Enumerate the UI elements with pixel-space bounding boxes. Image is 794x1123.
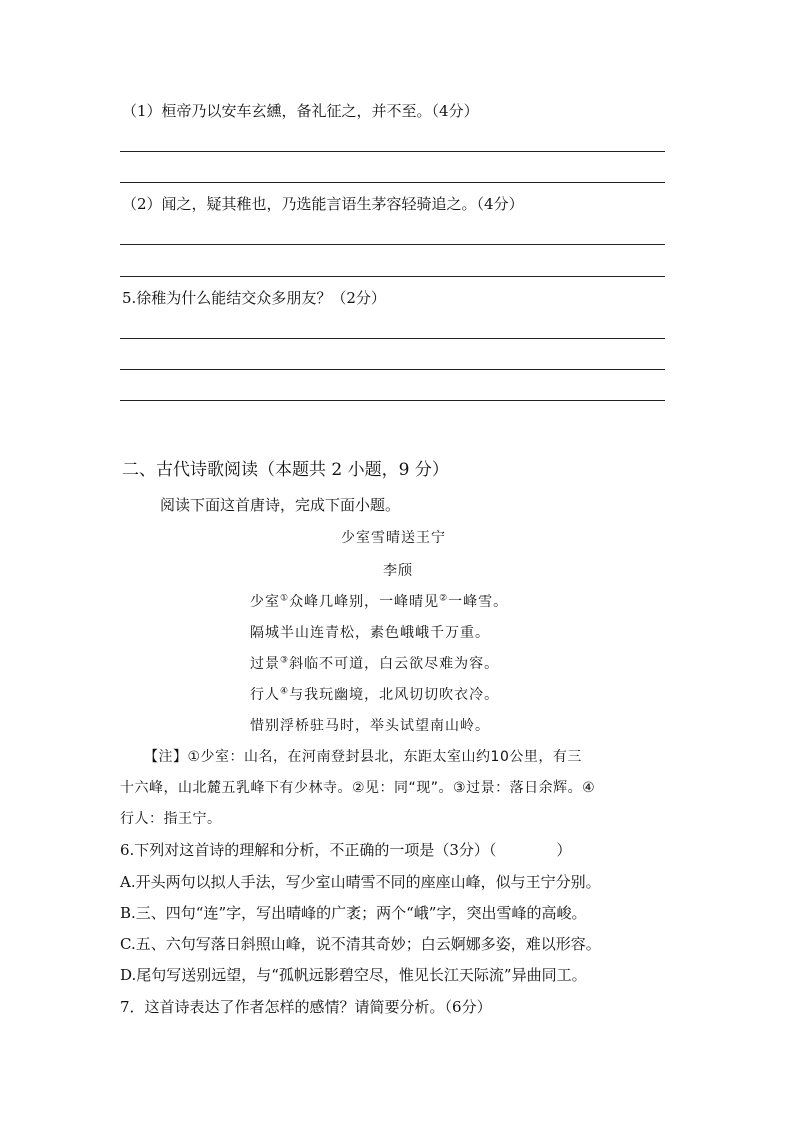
answer-line: [120, 369, 665, 370]
note-line-2: 十六峰，山北麓五乳峰下有少林寺。②见：同“现”。③过景：落日余辉。④: [120, 780, 596, 796]
poem-text: 少室: [250, 594, 280, 610]
poem-title: 少室雪晴送王宁: [341, 530, 446, 546]
q6-option-c: C.五、六句写落日斜照山峰，说不清其奇妙；白云婀娜多姿，难以形容。: [120, 935, 601, 953]
poem-text: 行人: [250, 687, 280, 703]
q4-item-2: （2）闻之，疑其稚也，乃选能言语生茅容轻骑追之。（4分）: [122, 195, 524, 213]
note-marker: ①: [280, 593, 290, 604]
poem-text: 过景: [250, 656, 280, 672]
poem-author: 李颀: [383, 563, 413, 579]
q5-question: 5.徐稚为什么能结交众多朋友？（2分）: [122, 289, 386, 307]
answer-line: [120, 400, 665, 401]
poem-text: 与我玩幽境，北风切切吹衣冷。: [289, 687, 500, 703]
section-heading: 二、古代诗歌阅读（本题共 2 小题，9 分）: [122, 460, 449, 480]
answer-line: [120, 151, 665, 152]
poem-line-2: 隔城半山连青松，素色峨峨千万重。: [250, 625, 490, 641]
note-marker: ③: [280, 655, 290, 666]
note-line-3: 行人：指王宁。: [120, 811, 222, 827]
poem-line-3: [250, 654, 499, 674]
poem-text: 斜临不可道，白云欲尽难为容。: [289, 656, 500, 672]
q4-item-1: （1）桓帝乃以安车玄纁，备礼征之，并不至。（4分）: [122, 102, 479, 120]
note-marker: ②: [439, 593, 449, 604]
poem-text: 众峰几峰别，一峰晴见: [289, 594, 440, 610]
q6-option-b: B.三、四句“连”字，写出晴峰的广袤；两个“峨”字，突出雪峰的高峻。: [120, 904, 587, 922]
q6-option-a: A.开头两句以拟人手法，写少室山晴雪不同的座座山峰，似与王宁分别。: [120, 873, 601, 891]
note-line-1: 【注】①少室：山名，在河南登封县北，东距太室山约10公里，有三: [144, 749, 582, 765]
poem-line-5: 惜别浮桥驻马时，举头试望南山岭。: [250, 718, 490, 734]
answer-line: [120, 338, 665, 339]
q6-question: 6.下列对这首诗的理解和分析，不正确的一项是（3分）（ ）: [120, 841, 572, 859]
q6-option-d: D.尾句写送别远望，与“孤帆远影碧空尽，惟见长江天际流”异曲同工。: [120, 966, 587, 984]
section-instruction: 阅读下面这首唐诗，完成下面小题。: [160, 496, 401, 514]
poem-text: 一峰雪。: [448, 594, 509, 610]
answer-line: [120, 182, 665, 183]
q7-question: 7．这首诗表达了作者怎样的感情？请简要分析。（6分）: [120, 998, 492, 1016]
answer-line: [120, 244, 665, 245]
poem-line-1: [250, 592, 508, 612]
answer-line: [120, 276, 665, 277]
note-marker: ④: [280, 686, 290, 697]
poem-line-4: [250, 685, 499, 705]
